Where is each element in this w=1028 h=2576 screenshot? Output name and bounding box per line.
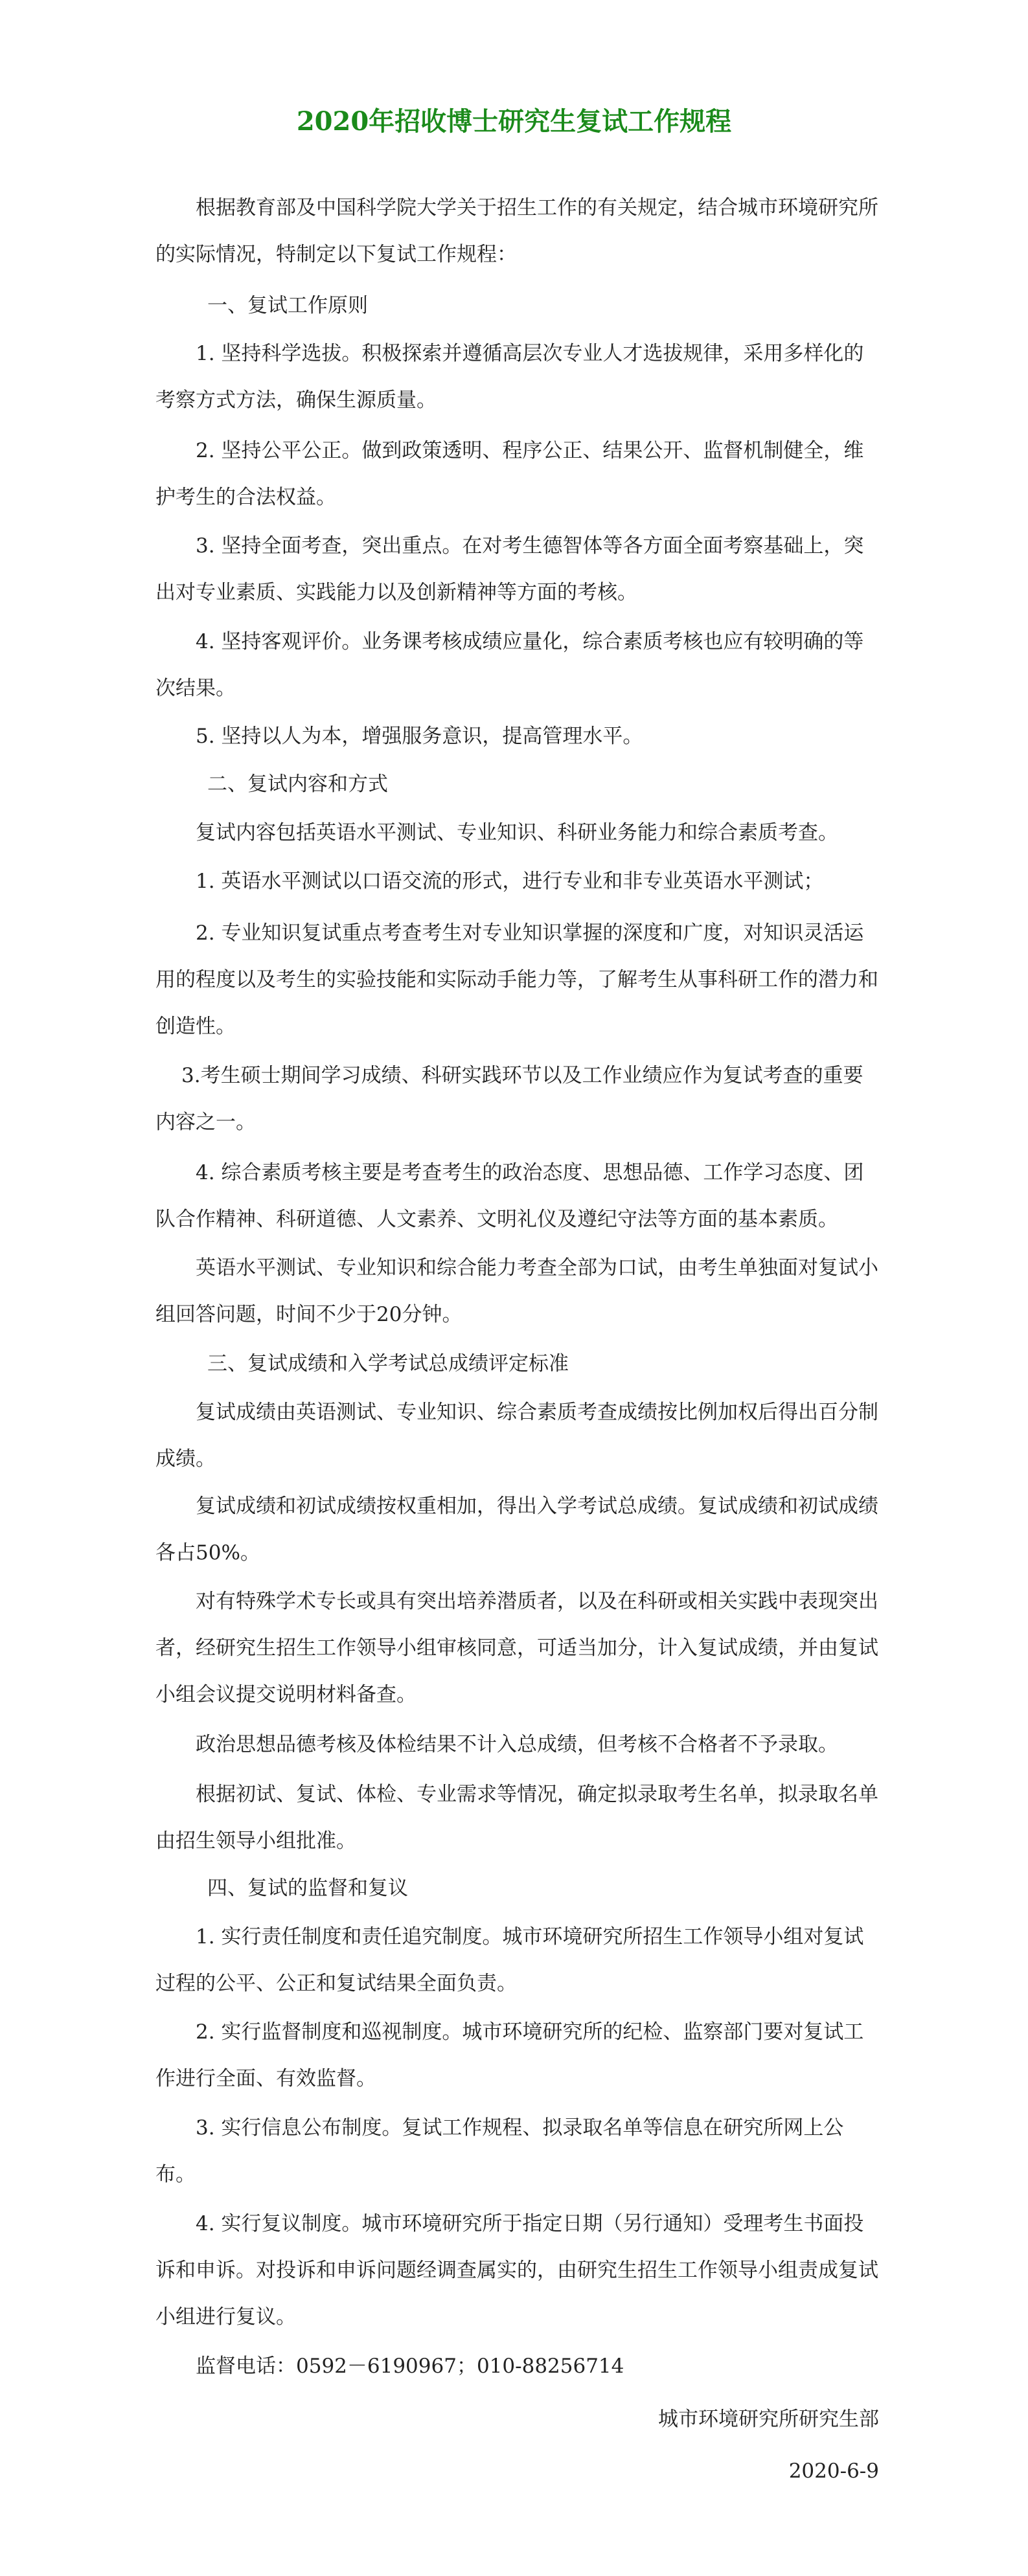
section-1-heading: 一、复试工作原则 bbox=[207, 294, 368, 317]
document-date: 2020-6-9 bbox=[788, 2459, 879, 2483]
section-4-heading: 四、复试的监督和复议 bbox=[207, 1877, 408, 1900]
s4-item-2: 2. 实行监督制度和巡视制度。城市环境研究所的纪检、监察部门要对复试工作进行全面、有效监督。 bbox=[155, 2020, 864, 2090]
s1-item-2: 2. 坚持公平公正。做到政策透明、程序公正、结果公开、监督机制健全，维护考生的合法权益。 bbox=[155, 439, 864, 509]
s2-item-4: 4. 综合素质考核主要是考查考生的政治态度、思想品德、工作学习态度、团队合作精神、科研道德、人文素养、文明礼仪及遵纪守法等方面的基本素质。 bbox=[155, 1161, 864, 1231]
section-3-heading: 三、复试成绩和入学考试总成绩评定标准 bbox=[207, 1352, 569, 1375]
s3-para-2: 复试成绩和初试成绩按权重相加，得出入学考试总成绩。复试成绩和初试成绩各占50%。 bbox=[155, 1495, 878, 1565]
s3-para-1: 复试成绩由英语测试、专业知识、综合素质考查成绩按比例加权后得出百分制成绩。 bbox=[155, 1401, 878, 1471]
s4-item-3: 3. 实行信息公布制度。复试工作规程、拟录取名单等信息在研究所网上公布。 bbox=[155, 2116, 844, 2186]
intro-paragraph: 根据教育部及中国科学院大学关于招生工作的有关规定，结合城市环境研究所的实际情况，特制定以下复试工作规程： bbox=[155, 196, 878, 266]
s4-item-1: 1. 实行责任制度和责任追究制度。城市环境研究所招生工作领导小组对复试过程的公平、公正和复试结果全面负责。 bbox=[155, 1925, 864, 1995]
s1-item-3: 3. 坚持全面考查，突出重点。在对考生德智体等各方面全面考察基础上，突出对专业素质、实践能力以及创新精神等方面的考核。 bbox=[155, 534, 864, 604]
signature: 城市环境研究所研究生部 bbox=[658, 2408, 879, 2431]
s3-para-4: 政治思想品德考核及体检结果不计入总成绩，但考核不合格者不予录取。 bbox=[196, 1733, 838, 1756]
s3-para-5: 根据初试、复试、体检、专业需求等情况，确定拟录取考生名单，拟录取名单由招生领导小组批准。 bbox=[155, 1783, 878, 1853]
s1-item-5: 5. 坚持以人为本，增强服务意识，提高管理水平。 bbox=[196, 725, 643, 748]
s1-item-1: 1. 坚持科学选拔。积极探索并遵循高层次专业人才选拔规律，采用多样化的考察方式方法，确保生源质量。 bbox=[155, 342, 864, 412]
hotline-text: 监督电话：0592－6190967；010-88256714 bbox=[196, 2355, 624, 2378]
section-2-heading: 二、复试内容和方式 bbox=[207, 773, 388, 796]
s1-item-4: 4. 坚持客观评价。业务课考核成绩应量化，综合素质考核也应有较明确的等次结果。 bbox=[155, 630, 864, 700]
s4-item-4: 4. 实行复议制度。城市环境研究所于指定日期（另行通知）受理考生书面投诉和申诉。对投诉和申诉问题经调查属实的，由研究生招生工作领导小组责成复试小组进行复议。 bbox=[155, 2212, 878, 2329]
s2-intro: 复试内容包括英语水平测试、专业知识、科研业务能力和综合素质考查。 bbox=[196, 821, 838, 844]
s2-item-1: 1. 英语水平测试以口语交流的形式，进行专业和非专业英语水平测试； bbox=[196, 870, 824, 893]
s3-para-3: 对有特殊学术专长或具有突出培养潜质者，以及在科研或相关实践中表现突出者，经研究生招生工作领导小组审核同意，可适当加分，计入复试成绩，并由复试小组会议提交说明材料备查。 bbox=[155, 1590, 878, 1706]
s2-item-2: 2. 专业知识复试重点考查考生对专业知识掌握的深度和广度，对知识灵活运用的程度以及考生的实验技能和实际动手能力等，了解考生从事科研工作的潜力和创造性。 bbox=[155, 921, 878, 1038]
s2-note: 英语水平测试、专业知识和综合能力考查全部为口试，由考生单独面对复试小组回答问题，时间不少于20分钟。 bbox=[155, 1256, 878, 1326]
document-title: 2020年招收博士研究生复试工作规程 bbox=[296, 106, 732, 137]
s2-item-3: 3.考生硕士期间学习成绩、科研实践环节以及工作业绩应作为复试考查的重要内容之一。 bbox=[155, 1064, 863, 1134]
